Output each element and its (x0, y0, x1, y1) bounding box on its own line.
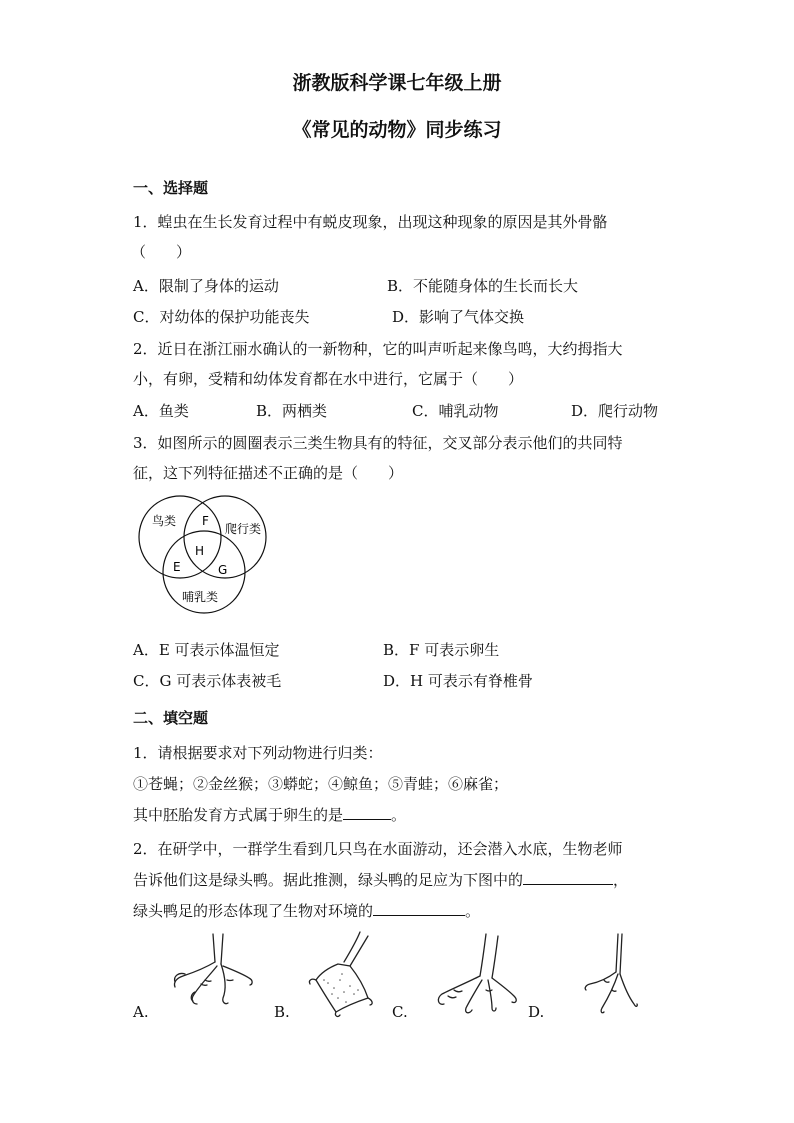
fill-q2-prefix2: 绿头鸭足的形态体现了生物对环境的 (133, 902, 374, 920)
fill-q1-blank[interactable] (343, 805, 391, 820)
q3-option-c: C．G 可表示体表被毛 (133, 672, 282, 690)
q1-option-c: C．对幼体的保护功能丧失 (133, 308, 310, 326)
venn-label-bird: 鸟类 (152, 514, 177, 528)
q3-option-a: A．E 可表示体温恒定 (133, 641, 280, 659)
fill-q2-line1: 2．在研学中，一群学生看到几只鸟在水面游动，还会潜入水底，生物老师 (133, 840, 623, 858)
foot-label-a: A. (133, 1003, 149, 1021)
fill-q2-suffix1: ， (613, 871, 629, 889)
q3-stem-line1: 3．如图所示的圆圈表示三类生物具有的特征，交叉部分表示他们的共同特 (133, 434, 623, 452)
bird-foot-c-image (430, 930, 525, 1018)
fill-q2-line3 (133, 900, 480, 921)
fill-q2-suffix2: 。 (465, 902, 481, 920)
foot-label-c: C. (392, 1003, 408, 1021)
venn-label-e: E (173, 560, 181, 574)
q1-stem-line2: （ ） (131, 243, 192, 261)
venn-label-reptile: 爬行类 (225, 522, 262, 536)
fill-q1-line2: ①苍蝇；②金丝猴；③蟒蛇；④鲸鱼；⑤青蛙；⑥麻雀； (133, 775, 509, 793)
document-subtitle: 《常见的动物》同步练习 (292, 119, 502, 141)
venn-label-g: G (218, 563, 228, 577)
section-title-fill: 二、填空题 (133, 709, 209, 727)
foot-label-d: D. (528, 1003, 545, 1021)
q3-stem-line2: 征，这下列特征描述不正确的是（ ） (133, 464, 404, 482)
q1-option-d: D．影响了气体交换 (392, 308, 525, 326)
q2-stem-line1: 2．近日在浙江丽水确认的一新物种，它的叫声听起来像鸟鸣，大约拇指大 (133, 340, 623, 358)
bird-foot-a-image (165, 932, 260, 1017)
q2-option-b: B．两栖类 (256, 402, 328, 420)
q3-option-d: D．H 可表示有脊椎骨 (383, 672, 533, 690)
section-title-choice: 一、选择题 (133, 179, 209, 197)
q3-option-b: B．F 可表示卵生 (383, 641, 500, 659)
venn-diagram (130, 488, 280, 618)
q1-stem-line1: 1．蝗虫在生长发育过程中有蜕皮现象，出现这种现象的原因是其外骨骼 (133, 213, 608, 231)
fill-q2-blank1[interactable] (523, 870, 613, 885)
venn-label-f: F (202, 514, 209, 528)
fill-q1-suffix: 。 (391, 806, 407, 824)
document-title: 浙教版科学课七年级上册 (292, 72, 502, 94)
fill-q1-prefix: 其中胚胎发育方式属于卵生的是 (133, 806, 344, 824)
bird-foot-d-image (574, 932, 644, 1022)
venn-label-h: H (195, 544, 205, 558)
fill-q1-line3 (133, 804, 406, 825)
q2-option-c: C．哺乳动物 (412, 402, 499, 420)
foot-label-b: B. (274, 1003, 290, 1021)
fill-q2-prefix1: 告诉他们这是绿头鸭。据此推测，绿头鸭的足应为下图中的 (133, 871, 524, 889)
q2-option-a: A．鱼类 (133, 402, 189, 420)
q1-option-a: A．限制了身体的运动 (133, 277, 279, 295)
q2-stem-line2: 小，有卵，受精和幼体发育都在水中进行，它属于（ ） (133, 370, 524, 388)
venn-label-mammal: 哺乳类 (182, 590, 219, 604)
fill-q2-line2 (133, 869, 628, 890)
q2-option-d: D．爬行动物 (571, 402, 659, 420)
q1-option-b: B．不能随身体的生长而长大 (387, 277, 579, 295)
bird-foot-b-image (298, 928, 388, 1020)
fill-q2-blank2[interactable] (373, 901, 465, 916)
fill-q1-line1: 1．请根据要求对下列动物进行归类： (133, 744, 383, 762)
